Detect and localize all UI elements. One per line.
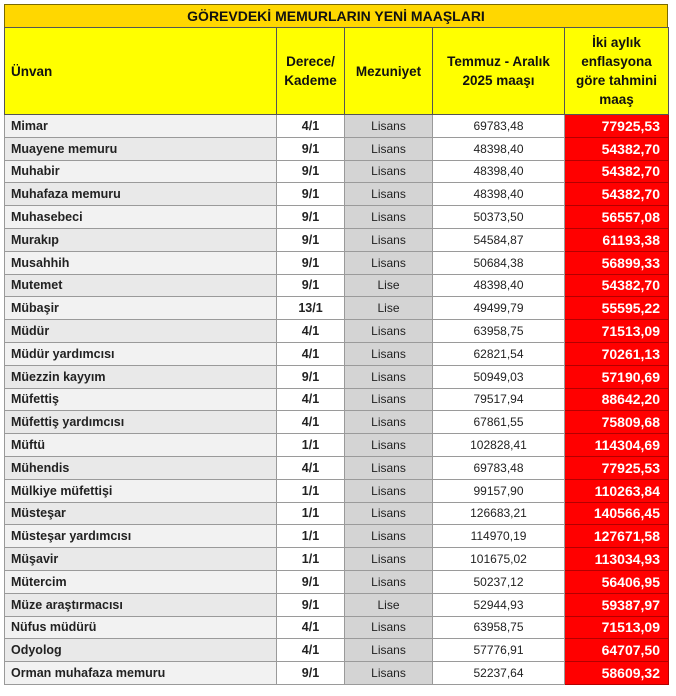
table-row — [5, 616, 669, 639]
table-row — [5, 342, 669, 365]
cell-derece: 4/1 — [277, 456, 345, 479]
cell-unvan: Odyolog — [5, 639, 277, 662]
cell-current-salary: 63958,75 — [433, 616, 565, 639]
cell-estimated-salary: 54382,70 — [565, 137, 669, 160]
cell-estimated-salary: 71513,09 — [565, 616, 669, 639]
cell-unvan: Mimar — [5, 115, 277, 138]
table-row — [5, 593, 669, 616]
cell-derece: 1/1 — [277, 434, 345, 457]
salary-table — [4, 27, 669, 685]
cell-estimated-salary: 75809,68 — [565, 411, 669, 434]
cell-mezuniyet: Lisans — [345, 365, 433, 388]
cell-current-salary: 48398,40 — [433, 183, 565, 206]
cell-unvan: Mutemet — [5, 274, 277, 297]
cell-mezuniyet: Lise — [345, 274, 433, 297]
cell-mezuniyet: Lisans — [345, 320, 433, 343]
cell-derece: 13/1 — [277, 297, 345, 320]
table-row — [5, 434, 669, 457]
table-row — [5, 548, 669, 571]
cell-mezuniyet: Lisans — [345, 479, 433, 502]
cell-derece: 1/1 — [277, 525, 345, 548]
table-row — [5, 274, 669, 297]
cell-current-salary: 62821,54 — [433, 342, 565, 365]
cell-mezuniyet: Lisans — [345, 183, 433, 206]
cell-estimated-salary: 113034,93 — [565, 548, 669, 571]
cell-current-salary: 67861,55 — [433, 411, 565, 434]
cell-current-salary: 57776,91 — [433, 639, 565, 662]
header-mezuniyet: Mezuniyet — [345, 28, 433, 115]
cell-mezuniyet: Lisans — [345, 616, 433, 639]
cell-estimated-salary: 61193,38 — [565, 228, 669, 251]
cell-derece: 4/1 — [277, 342, 345, 365]
cell-current-salary: 48398,40 — [433, 137, 565, 160]
cell-estimated-salary: 56557,08 — [565, 206, 669, 229]
cell-unvan: Murakıp — [5, 228, 277, 251]
cell-mezuniyet: Lisans — [345, 342, 433, 365]
cell-derece: 9/1 — [277, 570, 345, 593]
cell-current-salary: 48398,40 — [433, 274, 565, 297]
cell-estimated-salary: 54382,70 — [565, 183, 669, 206]
table-row — [5, 320, 669, 343]
cell-estimated-salary: 64707,50 — [565, 639, 669, 662]
cell-mezuniyet: Lisans — [345, 228, 433, 251]
table-row — [5, 502, 669, 525]
cell-estimated-salary: 56899,33 — [565, 251, 669, 274]
cell-current-salary: 54584,87 — [433, 228, 565, 251]
cell-mezuniyet: Lisans — [345, 251, 433, 274]
cell-unvan: Mühendis — [5, 456, 277, 479]
table-row — [5, 251, 669, 274]
cell-mezuniyet: Lisans — [345, 160, 433, 183]
table-row — [5, 411, 669, 434]
header-row — [5, 28, 669, 115]
cell-current-salary: 126683,21 — [433, 502, 565, 525]
cell-unvan: Müşavir — [5, 548, 277, 571]
cell-current-salary: 50949,03 — [433, 365, 565, 388]
cell-mezuniyet: Lisans — [345, 388, 433, 411]
cell-unvan: Orman muhafaza memuru — [5, 662, 277, 685]
header-derece: Derece/ Kademe — [277, 28, 345, 115]
cell-estimated-salary: 110263,84 — [565, 479, 669, 502]
sheet-title: GÖREVDEKİ MEMURLARIN YENİ MAAŞLARI — [4, 4, 668, 27]
table-row — [5, 570, 669, 593]
salary-sheet — [4, 4, 668, 685]
cell-derece: 4/1 — [277, 639, 345, 662]
cell-estimated-salary: 88642,20 — [565, 388, 669, 411]
cell-derece: 9/1 — [277, 251, 345, 274]
cell-mezuniyet: Lisans — [345, 115, 433, 138]
cell-unvan: Muhafaza memuru — [5, 183, 277, 206]
cell-unvan: Nüfus müdürü — [5, 616, 277, 639]
cell-current-salary: 50237,12 — [433, 570, 565, 593]
cell-derece: 1/1 — [277, 548, 345, 571]
cell-derece: 9/1 — [277, 365, 345, 388]
cell-unvan: Müftü — [5, 434, 277, 457]
cell-mezuniyet: Lise — [345, 297, 433, 320]
cell-current-salary: 52237,64 — [433, 662, 565, 685]
cell-estimated-salary: 56406,95 — [565, 570, 669, 593]
cell-derece: 9/1 — [277, 183, 345, 206]
cell-current-salary: 102828,41 — [433, 434, 565, 457]
cell-derece: 1/1 — [277, 479, 345, 502]
cell-mezuniyet: Lisans — [345, 639, 433, 662]
cell-mezuniyet: Lisans — [345, 137, 433, 160]
cell-estimated-salary: 114304,69 — [565, 434, 669, 457]
cell-unvan: Mülkiye müfettişi — [5, 479, 277, 502]
cell-derece: 4/1 — [277, 388, 345, 411]
table-row — [5, 160, 669, 183]
cell-unvan: Müfettiş — [5, 388, 277, 411]
cell-mezuniyet: Lisans — [345, 502, 433, 525]
cell-unvan: Müsteşar — [5, 502, 277, 525]
cell-current-salary: 49499,79 — [433, 297, 565, 320]
table-row — [5, 639, 669, 662]
cell-current-salary: 50373,50 — [433, 206, 565, 229]
cell-estimated-salary: 71513,09 — [565, 320, 669, 343]
cell-current-salary: 52944,93 — [433, 593, 565, 616]
cell-current-salary: 79517,94 — [433, 388, 565, 411]
cell-estimated-salary: 58609,32 — [565, 662, 669, 685]
cell-unvan: Musahhih — [5, 251, 277, 274]
cell-derece: 4/1 — [277, 411, 345, 434]
cell-derece: 9/1 — [277, 593, 345, 616]
table-row — [5, 456, 669, 479]
cell-estimated-salary: 54382,70 — [565, 160, 669, 183]
cell-unvan: Müsteşar yardımcısı — [5, 525, 277, 548]
cell-estimated-salary: 55595,22 — [565, 297, 669, 320]
cell-unvan: Muhabir — [5, 160, 277, 183]
cell-derece: 9/1 — [277, 274, 345, 297]
table-row — [5, 183, 669, 206]
cell-estimated-salary: 77925,53 — [565, 456, 669, 479]
cell-current-salary: 50684,38 — [433, 251, 565, 274]
cell-derece: 9/1 — [277, 160, 345, 183]
table-row — [5, 137, 669, 160]
cell-current-salary: 99157,90 — [433, 479, 565, 502]
table-row — [5, 206, 669, 229]
cell-current-salary: 101675,02 — [433, 548, 565, 571]
cell-unvan: Mübaşir — [5, 297, 277, 320]
cell-derece: 4/1 — [277, 616, 345, 639]
cell-current-salary: 69783,48 — [433, 456, 565, 479]
table-row — [5, 115, 669, 138]
cell-mezuniyet: Lisans — [345, 570, 433, 593]
cell-mezuniyet: Lise — [345, 593, 433, 616]
header-estimated-salary: İki aylık enflasyona göre tahmini maaş — [565, 28, 669, 115]
cell-unvan: Müze araştırmacısı — [5, 593, 277, 616]
cell-derece: 9/1 — [277, 206, 345, 229]
cell-current-salary: 48398,40 — [433, 160, 565, 183]
cell-estimated-salary: 57190,69 — [565, 365, 669, 388]
cell-unvan: Mütercim — [5, 570, 277, 593]
table-row — [5, 365, 669, 388]
table-row — [5, 525, 669, 548]
cell-mezuniyet: Lisans — [345, 662, 433, 685]
cell-unvan: Müezzin kayyım — [5, 365, 277, 388]
cell-current-salary: 63958,75 — [433, 320, 565, 343]
cell-estimated-salary: 140566,45 — [565, 502, 669, 525]
table-row — [5, 388, 669, 411]
header-current-salary: Temmuz - Aralık 2025 maaşı — [433, 28, 565, 115]
cell-mezuniyet: Lisans — [345, 525, 433, 548]
table-row — [5, 297, 669, 320]
cell-unvan: Muhasebeci — [5, 206, 277, 229]
cell-estimated-salary: 127671,58 — [565, 525, 669, 548]
cell-current-salary: 69783,48 — [433, 115, 565, 138]
cell-unvan: Müfettiş yardımcısı — [5, 411, 277, 434]
cell-estimated-salary: 54382,70 — [565, 274, 669, 297]
table-row — [5, 479, 669, 502]
table-body — [5, 115, 669, 685]
cell-derece: 4/1 — [277, 115, 345, 138]
cell-unvan: Müdür — [5, 320, 277, 343]
cell-unvan: Muayene memuru — [5, 137, 277, 160]
header-unvan: Ünvan — [5, 28, 277, 115]
cell-mezuniyet: Lisans — [345, 456, 433, 479]
cell-mezuniyet: Lisans — [345, 548, 433, 571]
cell-unvan: Müdür yardımcısı — [5, 342, 277, 365]
cell-estimated-salary: 70261,13 — [565, 342, 669, 365]
cell-derece: 9/1 — [277, 137, 345, 160]
cell-mezuniyet: Lisans — [345, 206, 433, 229]
cell-mezuniyet: Lisans — [345, 434, 433, 457]
cell-estimated-salary: 59387,97 — [565, 593, 669, 616]
cell-estimated-salary: 77925,53 — [565, 115, 669, 138]
cell-mezuniyet: Lisans — [345, 411, 433, 434]
table-row — [5, 662, 669, 685]
table-row — [5, 228, 669, 251]
cell-derece: 1/1 — [277, 502, 345, 525]
cell-derece: 9/1 — [277, 228, 345, 251]
cell-derece: 9/1 — [277, 662, 345, 685]
cell-current-salary: 114970,19 — [433, 525, 565, 548]
cell-derece: 4/1 — [277, 320, 345, 343]
